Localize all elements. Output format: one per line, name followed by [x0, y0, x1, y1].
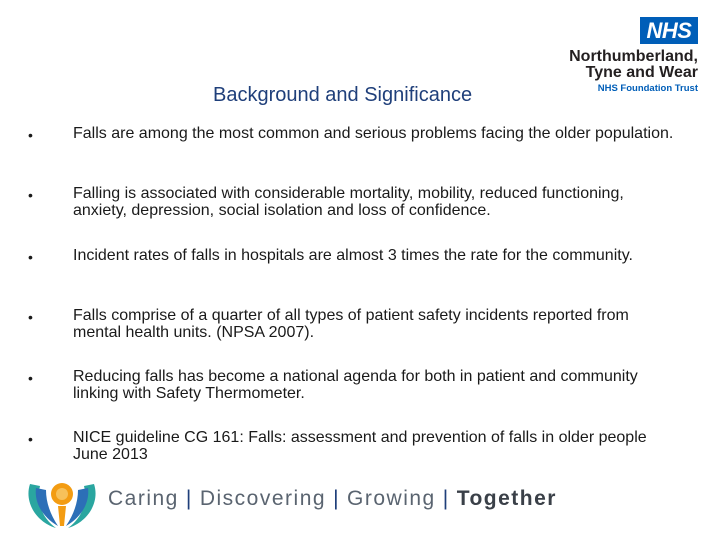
bullet-item: [28, 368, 678, 402]
trust-subtitle: NHS Foundation Trust: [597, 83, 698, 94]
bullet-icon: •: [28, 127, 33, 143]
tagline-separator: |: [185, 487, 193, 510]
bullet-icon: •: [28, 249, 33, 265]
bullet-text: Falls are among the most common and serious problems facing the older population.: [73, 125, 674, 142]
bullet-text: Falls comprise of a quarter of all types of patient safety incidents reported from mental health units. (NPSA 2007).: [73, 307, 629, 341]
bullet-text: Falling is associated with considerable mortality, mobility, reduced functioning, anxiety, depression, social isolation and loss of confidence.: [73, 185, 624, 219]
tagline-value: Growing: [347, 487, 436, 510]
bullet-item: [28, 185, 678, 219]
tagline-separator: |: [333, 487, 341, 510]
footer-tagline: [108, 487, 557, 511]
bullet-icon: •: [28, 187, 33, 203]
bullet-icon: •: [28, 370, 33, 386]
tagline-value: Together: [456, 487, 557, 510]
nhs-logo: [640, 17, 698, 44]
bullet-item: [28, 429, 678, 463]
trust-emblem-icon: [22, 476, 102, 532]
tagline-value: Caring: [108, 487, 179, 510]
tagline-separator: |: [442, 487, 450, 510]
bullet-item: [28, 247, 678, 265]
trust-name: [569, 49, 698, 81]
tagline-value: Discovering: [199, 487, 327, 510]
footer: [0, 470, 720, 540]
bullet-text: Incident rates of falls in hospitals are almost 3 times the rate for the community.: [73, 247, 633, 264]
bullet-text: NICE guideline CG 161: Falls: assessment and prevention of falls in older people June 2013: [73, 429, 647, 463]
bullet-icon: •: [28, 431, 33, 447]
trust-name-line: Tyne and Wear: [585, 64, 698, 81]
slide-title: Background and Significance: [213, 84, 473, 106]
trust-name-line: Northumberland,: [569, 48, 698, 65]
bullet-item: [28, 125, 678, 143]
bullet-text: Reducing falls has become a national agenda for both in patient and community linking with Safety Thermometer.: [73, 368, 638, 402]
bullet-icon: •: [28, 309, 33, 325]
bullet-item: [28, 307, 678, 341]
nhs-logo-text: NHS: [646, 17, 692, 43]
